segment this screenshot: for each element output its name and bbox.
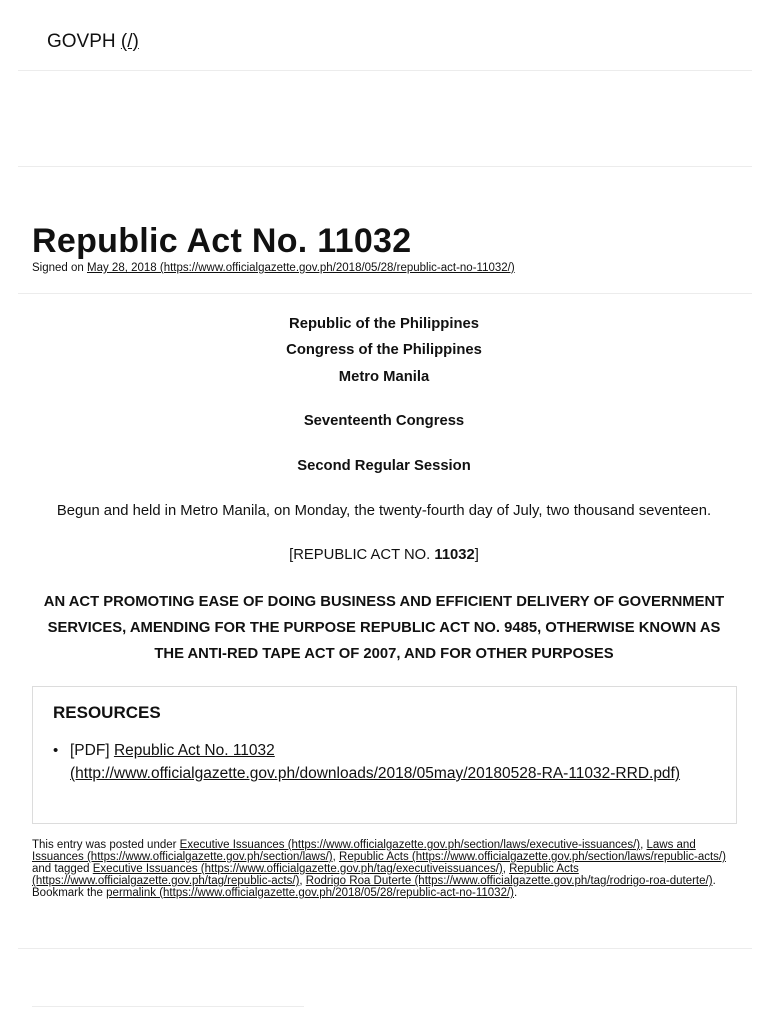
act-title: AN ACT PROMOTING EASE OF DOING BUSINESS AND EFFICIENT DELIVERY OF GOVERNMENT SERVICES, AMENDING FOR THE PURPOSE REPUBLIC ACT NO. 9485, OTHERWISE KNOWN AS THE ANTI-RED TAPE ACT OF 2007, AND FOR OTHER PURPOSES [43,594,725,662]
separator: , [332,851,340,863]
ra-prefix: [REPUBLIC ACT NO. [289,547,431,563]
resource-item [70,739,720,785]
tag-link-rodrigo-roa-duterte[interactable]: Rodrigo Roa Duterte (https://www.officialgazette.gov.ph/tag/rodrigo-roa-duterte/) [305,875,713,887]
ra-suffix: ] [474,547,479,563]
republic-act-number [32,545,736,565]
separator: , [299,875,306,887]
tag-link-executive-issuances[interactable]: Executive Issuances (https://www.officialgazette.gov.ph/tag/executiveissuances/) [92,863,503,875]
tagged-label: and tagged [32,863,90,875]
govph-site-name: GOVPH [47,31,116,52]
banner-area [18,71,752,167]
signed-date-line [32,261,515,276]
header-divider [18,293,752,294]
category-link-republic-acts[interactable]: Republic Acts (https://www.officialgazette.gov.ph/section/laws/republic-acts/) [339,851,726,863]
top-nav-bar [18,0,752,71]
resource-type-label: [PDF] [70,742,110,759]
signed-date-link[interactable]: May 28, 2018 (https://www.officialgazette.gov.ph/2018/05/28/republic-act-no-11032/) [87,262,515,274]
begun-paragraph: Begun and held in Metro Manila, on Monday, the twenty-fourth day of July, two thousand seventeen. [56,503,712,519]
bottom-divider [32,1006,304,1007]
resources-box [32,686,737,824]
permalink-link[interactable]: permalink (https://www.officialgazette.gov.ph/2018/05/28/republic-act-no-11032/) [106,887,514,899]
resource-pdf-link[interactable] [70,742,680,782]
resource-link-text: Republic Act No. 11032 [113,742,275,759]
metro-manila-heading: Metro Manila [338,369,430,385]
separator: , [640,839,647,851]
session-heading: Second Regular Session [297,458,471,474]
page-title: Republic Act No. 11032 [32,222,412,260]
govph-site-link[interactable]: (/) [120,31,139,52]
period: . [514,887,518,899]
signed-prefix: Signed on [32,262,84,274]
bookmark-label: . Bookmark the [32,875,716,899]
category-link-laws-and-issuances[interactable]: Laws and Issuances (https://www.officialgazette.gov.ph/section/laws/) [32,839,696,863]
resource-link-url: (http://www.officialgazette.gov.ph/downloads/2018/05may/20180528-RA-11032-RRD.pdf) [70,765,681,782]
footer-divider [18,948,752,949]
govph-home-link[interactable] [47,31,139,53]
ra-number: 11032 [434,547,475,563]
tag-link-republic-acts[interactable]: Republic Acts (https://www.officialgazette.gov.ph/tag/republic-acts/) [32,863,579,887]
congress-number: Seventeenth Congress [303,413,465,429]
entry-meta [32,839,738,899]
resources-heading: RESOURCES [53,703,161,722]
congress-heading: Congress of the Philippines [286,342,482,358]
republic-heading: Republic of the Philippines [289,316,479,332]
posted-prefix: This entry was posted under [32,839,177,851]
category-link-executive-issuances[interactable]: Executive Issuances (https://www.officialgazette.gov.ph/section/laws/executive-issuances/) [179,839,641,851]
separator: , [502,863,510,875]
